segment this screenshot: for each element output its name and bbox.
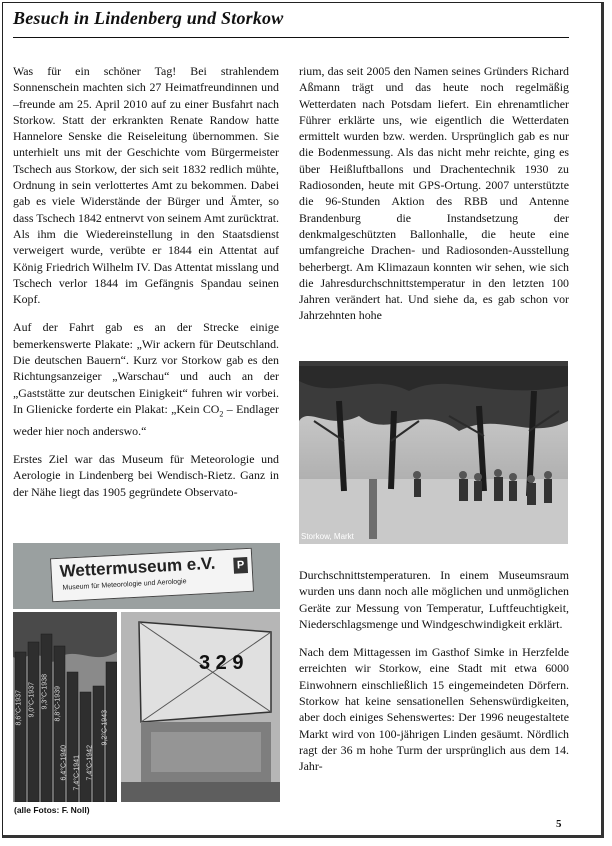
pole-label-6: 7,4°C-1941 <box>73 755 81 791</box>
pole-label-2: 9,0°C-1937 <box>28 682 36 718</box>
kite-number: 3 2 9 <box>199 652 244 674</box>
plakate-text-end: – Endlager weder hier noch anderswo.“ <box>13 401 279 438</box>
drachen-image <box>121 612 280 802</box>
paragraph-storkow: Nach dem Mittagessen im Gasthof Simke in Herzfelde erreichten wir Storkow, eine Stadt mit etwa 6000 Einwohnern einschließlich 15 eingemeindeten Dörfern. Storkow hat keine sensationellen Sehenswürdigkeiten, aber doch einiges Sehenswertes: Der 1996 neugestaltete Markt wird von 100-jährigen Linden gesäumt. Nördlich ragt der 36 m hohe Turm der ursprünglich aus dem 14. Jahr- <box>299 645 569 774</box>
paragraph-intro: Was für ein schöner Tag! Bei strahlendem Sonnenschein machten sich 27 Heimatfreundinnen und –freunde am 25. April 2010 auf zu einer Busfahrt nach Storkow. Statt der erkrankten Renate Randow hatte Hannelore Senske die Reiseleitung übernommen. Sie unterhielt uns mit der Geschichte vom Bürgermeister Tschech aus Storkow, der sich seit 1832 redlich mühte, Ordnung in sein verlottertes Amt zu bekommen. Dabei gab es viele Widerstände der Bürger und Ämter, so dass Tschech 1842 entnervt von seinem Amt zurücktrat. Als ihm die Wiedereinstellung in den Staatsdienst verweigert wurde, verübte er 1844 ein Attentat auf König Friedrich Wilhelm IV. Das Attentat misslang und Tschech verlor 1844 im Gefängnis Spandau seinen Kopf. <box>13 64 279 307</box>
pole-label-7: 7,4°C-1942 <box>86 745 94 781</box>
right-column-bottom <box>299 567 569 775</box>
article-title: Besuch in Lindenberg und Storkow <box>13 8 284 28</box>
caption-photo-credit: (alle Fotos: F. Noll) <box>14 805 90 815</box>
paragraph-observatorium: rium, das seit 2005 den Namen seines Gründers Richard Aßmann trägt und das heute noch regelmäßig Wetterdaten nach Potsdam liefert. Ein ehrenamtlicher Führer erklärte uns, wie eigentlich die Wetterdaten ermittelt wurden bzw. werden. Ursprünglich gab es nur die Bodenmessung. Als das nicht mehr reichte, ging es über Heißluftballons und Drachentechnik 1930 zu Radiosonden, heute mit GPS-Ortung. 2007 unterstützte die 96-Stunden Aktion des RBB und Antenne Brandenburg die Instandsetzung der denkmalgeschützten Ballonhalle, die heute eine umfangreiche Drachen- und Radiosonden-Ausstellung beherbergt. Am Klimazaun konnten wir sehen, wie sich die Jahresdurchschnittstemperatur in den letzten 100 Jahren verändert hat. Und siehe da, es gab schon vor Jahrzehnten hohe <box>299 64 569 323</box>
pole-label-3: 9,3°C-1938 <box>41 674 49 710</box>
sign-subtitle: Museum für Meteorologie und Aerologie <box>62 578 187 592</box>
caption-storkow-markt: Storkow, Markt <box>301 532 354 541</box>
sign-board <box>50 548 254 603</box>
pole-label-8: 9,2°C-1943 <box>101 710 109 746</box>
right-column-top <box>299 63 569 324</box>
sign-title: Wettermuseum e.V. <box>59 553 216 581</box>
parking-icon: P <box>233 557 248 574</box>
left-column <box>13 63 279 500</box>
page-number: 5 <box>556 818 562 830</box>
pole-label-5: 6,4°C-1940 <box>60 745 68 781</box>
storkow-markt-image <box>299 361 568 544</box>
pole-label-1: 8,6°C-1937 <box>15 690 23 726</box>
title-rule <box>13 37 569 38</box>
co2-subscript: 2 <box>219 409 224 419</box>
photo-storkow-markt <box>299 361 568 544</box>
photo-klimazaun <box>13 612 117 802</box>
photo-drachen <box>121 612 280 802</box>
pole-label-4: 8,8°C-1939 <box>54 686 62 722</box>
photo-wettermuseum-sign <box>13 543 280 609</box>
plakate-text: Auf der Fahrt gab es an der Strecke einige bemerkenswerte Plakate: „Wir ackern für Deutschland. Die deutschen Bauern“. Kurz vor Storkow gab es den Richtungsanzeiger „Warschau“ und auch an der „Gaststätte zur deutschen Einigkeit“ fuhren wir vorbei. In Glienicke forderte ein Plakat: „Kein CO <box>13 320 279 416</box>
paragraph-museum: Erstes Ziel war das Museum für Meteorologie und Aerologie in Lindenberg bei Wendisch-Rietz. Ganz in der Nähe liegt das 1905 gegründete Observato- <box>13 451 279 499</box>
paragraph-geraete: Durchschnittstemperaturen. In einem Museumsraum wurden uns dann noch alle möglichen und unmöglichen Geräte zur Messung von Temperatur, Luftfeuchtigkeit, Niederschlagsmenge und Windgeschwindigkeit erklärt. <box>299 568 569 631</box>
paragraph-plakate <box>13 319 279 438</box>
